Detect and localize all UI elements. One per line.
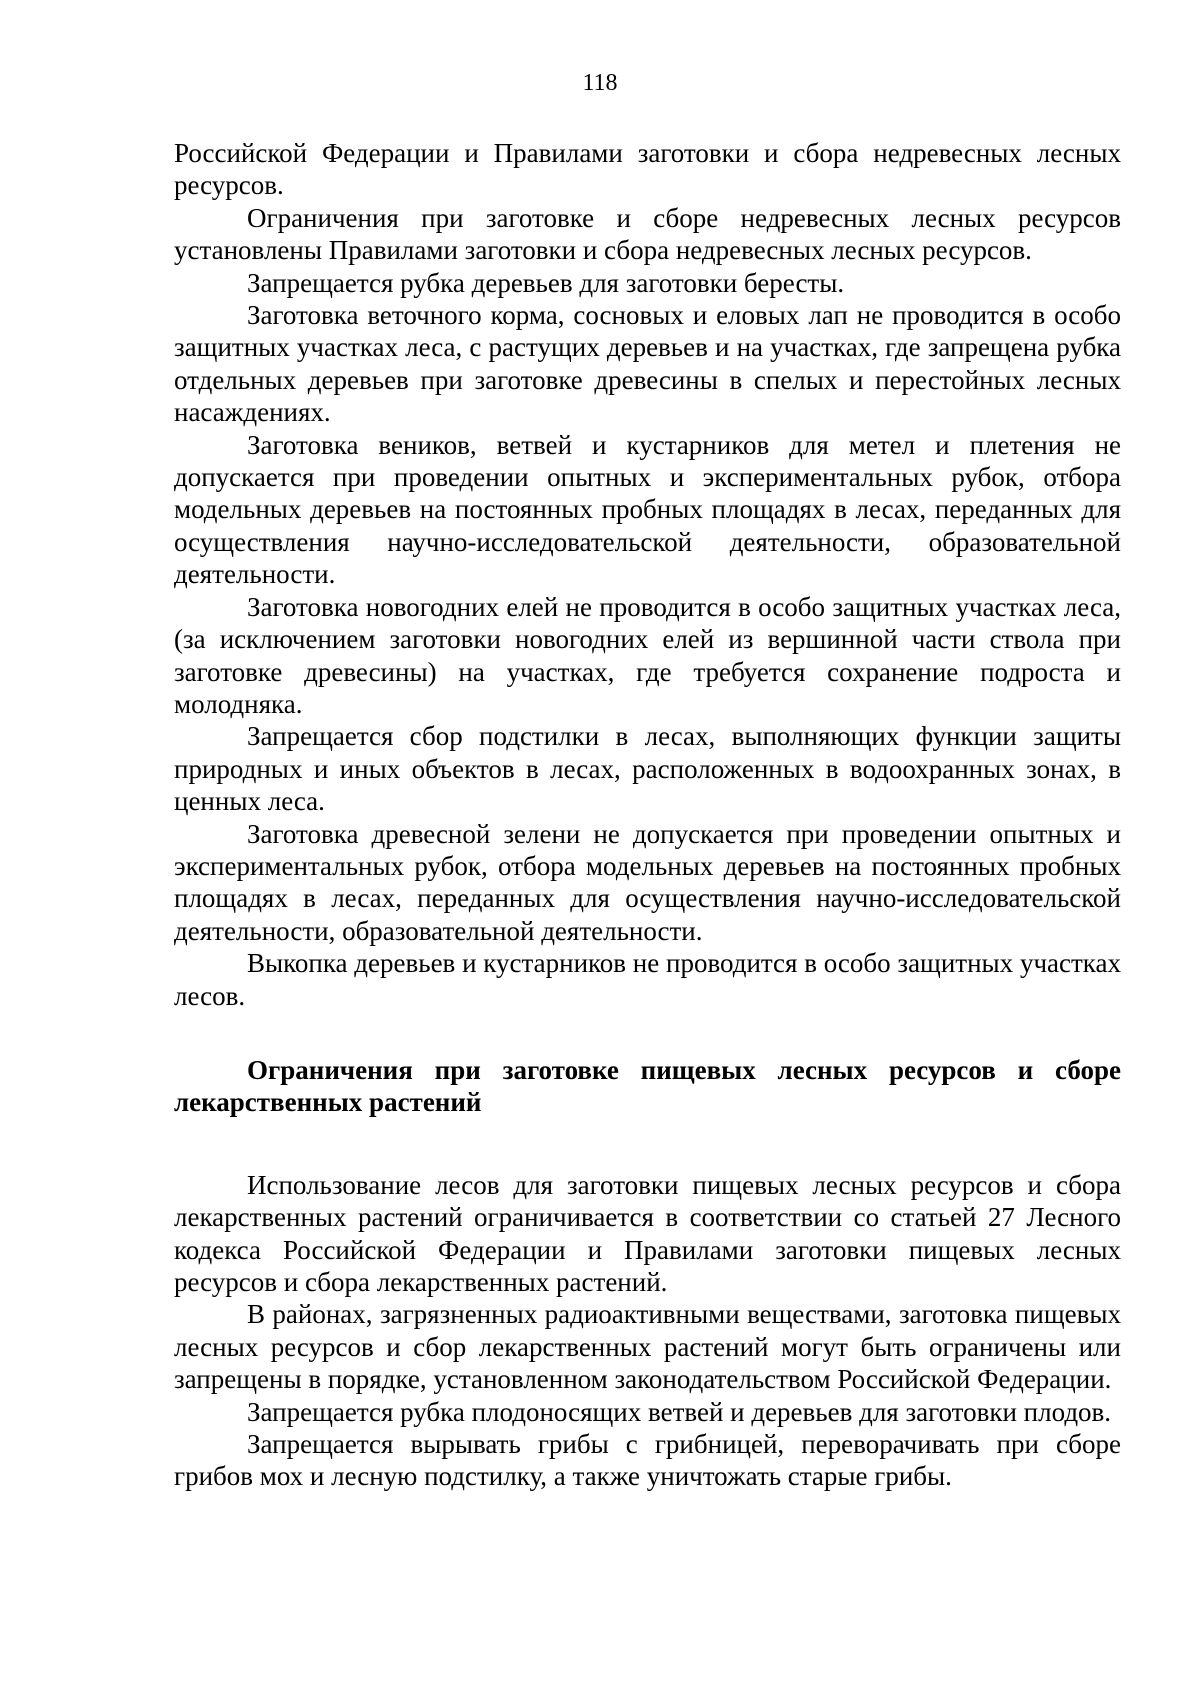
section-food-resources (174, 1169, 1121, 1493)
paragraph: Заготовка веников, ветвей и кустарников для метел и плетения не допускается при проведении опытных и экспериментальных рубок, отбора модельных деревьев на постоянных пробных площадях в лесах, переданных для осуществления научно-исследовательской деятельности, образовательной деятельности. (174, 429, 1121, 590)
paragraph: Заготовка новогодних елей не проводится в особо защитных участках леса, (за исключением заготовки новогодних елей из вершинной части ствола при заготовке древесины) на участках, где требуется сохранение подроста и молодняка. (174, 591, 1121, 719)
paragraph: Ограничения при заготовке и сборе недревесных лесных ресурсов установлены Правилами заготовки и сбора недревесных лесных ресурсов. (174, 202, 1121, 266)
paragraph: Российской Федерации и Правилами заготовки и сбора недревесных лесных ресурсов. (174, 138, 1121, 201)
paragraph: Запрещается сбор подстилки в лесах, выполняющих функции защиты природных и иных объектов в лесах, расположенных в водоохранных зонах, в ценных леса. (174, 721, 1121, 817)
paragraph: Заготовка древесной зелени не допускается при проведении опытных и экспериментальных рубок, отбора модельных деревьев на постоянных пробных площадях в лесах, переданных для осуществления научно-исследовательской деятельности, образовательной деятельности. (174, 818, 1121, 946)
paragraph: Использование лесов для заготовки пищевых лесных ресурсов и сбора лекарственных растений ограничивается в соответствии со статьей 27 Лесного кодекса Российской Федерации и Правилами заготовки пищевых лесных ресурсов и сбора лекарственных растений. (174, 1169, 1121, 1297)
paragraph: Запрещается рубка плодоносящих ветвей и деревьев для заготовки плодов. (247, 1396, 1112, 1427)
section-title: Ограничения при заготовке пищевых лесных ресурсов и сборе лекарственных растений (174, 1054, 1121, 1118)
page-number: 118 (582, 70, 618, 96)
paragraph: Заготовка веточного корма, сосновых и еловых лап не проводится в особо защитных участках леса, с растущих деревьев и на участках, где запрещена рубка отдельных деревьев при заготовке древесины в спелых и перестойных лесных насаждениях. (174, 300, 1121, 428)
paragraph: Запрещается рубка деревьев для заготовки бересты. (247, 267, 845, 298)
paragraph: В районах, загрязненных радиоактивными веществами, заготовка пищевых лесных ресурсов и сбор лекарственных растений могут быть ограничены или запрещены в порядке, установленном законодательством Российской Федерации. (174, 1299, 1121, 1395)
paragraph: Выкопка деревьев и кустарников не проводится в особо защитных участках лесов. (174, 948, 1121, 1011)
paragraph: Запрещается вырывать грибы с грибницей, переворачивать при сборе грибов мох и лесную подстилку, а также уничтожать старые грибы. (174, 1429, 1121, 1492)
document-body (174, 137, 1121, 1493)
section-non-timber-resources (174, 137, 1121, 1012)
